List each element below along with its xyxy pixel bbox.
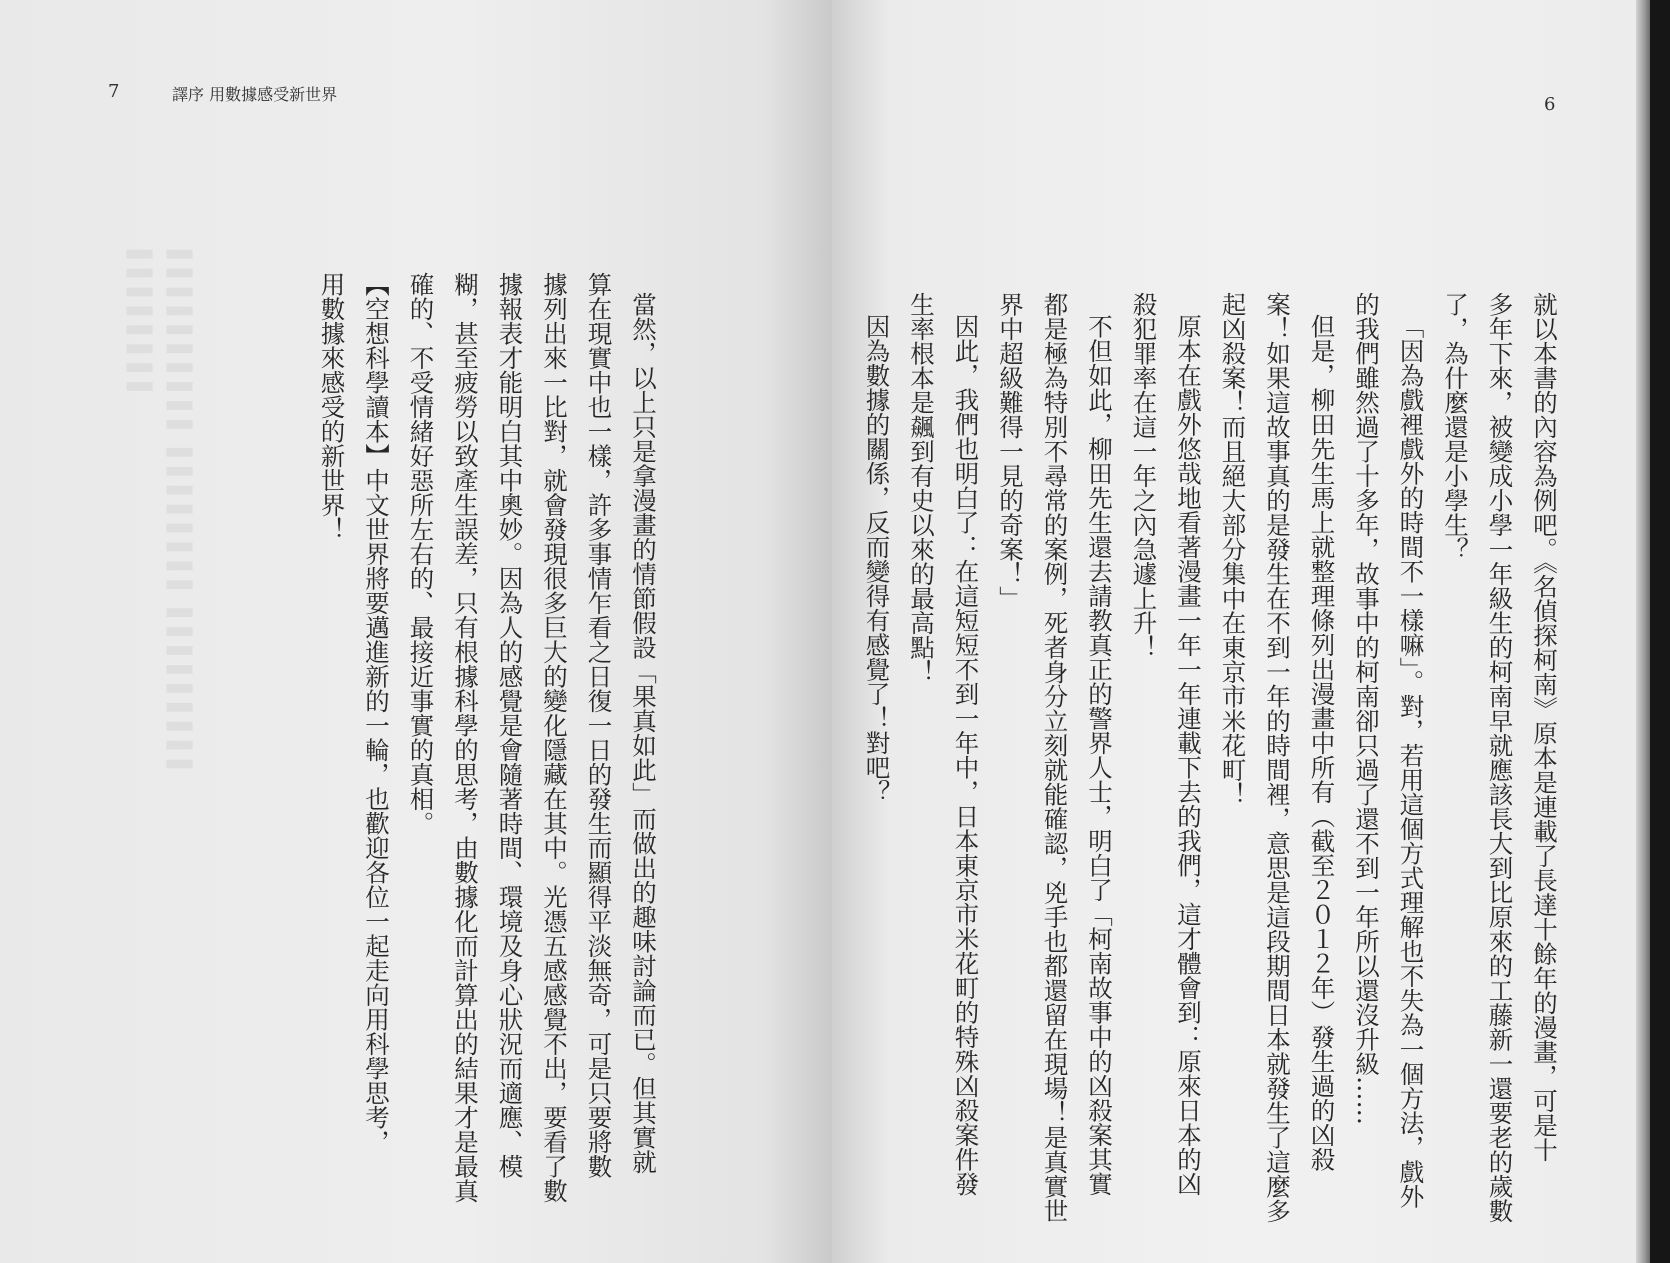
- right-page: [832, 0, 1644, 1263]
- text-column: 了，為什麼還是小學生？: [1441, 292, 1470, 562]
- text-column: 案！如果這故事真的是發生在不到一年的時間裡，意思是這段期間日本就發生了這麼多: [1263, 292, 1292, 1223]
- text-column: 都是極為特別不尋常的案例，死者身分立刻就能確認，兇手也都還留在現場！是真實世: [1040, 292, 1070, 1223]
- text-column: 多年下來，被變成小學一年級生的柯南早就應該長大到比原來的工藤新一還要老的歲數: [1485, 292, 1515, 1223]
- text-column: 「因為戲裡戲外的時間不一樣嘛」。對，若用這個方式理解也不失為一個方法，戲外: [1396, 314, 1426, 1209]
- text-column: 就以本書的內容為例吧。《名偵探柯南》原本是連載了長達十餘年的漫畫，可是十: [1530, 292, 1559, 1162]
- text-column: 糊，甚至疲勞以致產生誤差，只有根據科學的思考，由數據化而計算出的結果才是最真: [451, 272, 480, 1203]
- text-column: 原本在戲外悠哉地看著漫畫一年一年連載下去的我們，這才體會到：原來日本的凶: [1174, 314, 1203, 1196]
- text-column: 界中超級難得一見的奇案！」: [996, 292, 1025, 611]
- text-column: 算在現實中也一樣，許多事情乍看之日復一日的發生而顯得平淡無奇，可是只要將數: [584, 272, 614, 1179]
- text-column: 用數據來感受的新世界！: [317, 272, 347, 542]
- text-column: 確的、不受情緒好惡所左右的、最接近事實的真相。: [406, 272, 436, 836]
- text-column: 當然，以上只是拿漫畫的情節假設「果真如此」而做出的趣味討論而已。但其實就: [629, 292, 658, 1174]
- text-column: 的我們雖然過了十多年，故事中的柯南卻只過了還不到一年所以還沒升級……: [1352, 292, 1381, 1125]
- text-column: 據列出來一比對，就會發現很多巨大的變化隱藏在其中。光憑五感感覺不出，要看了數: [540, 272, 569, 1203]
- page-number-right: 6: [1544, 94, 1556, 115]
- show-through-texture: ▌▌▌▌▌▌▌▌▌▌ ▌▌▌▌▌▌▌▌ ▌▌▌▌▌▌▌▌▌ ▌▌▌▌▌▌▌▌: [126, 250, 191, 779]
- text-column: 據報表才能明白其中奧妙。因為人的感覺是會隨著時間、環境及身心狀況而適應、模: [495, 272, 525, 1179]
- text-column: 生率根本是飆到有史以來的最高點！: [907, 292, 936, 684]
- page-edge: [1636, 0, 1650, 1263]
- right-page-body: [854, 292, 1566, 1223]
- text-column: 殺犯罪率在這一年之內急遽上升！: [1129, 292, 1159, 660]
- text-column: 不但如此，柳田先生還去請教真正的警界人士，明白了「柯南故事中的凶殺案其實: [1085, 314, 1114, 1196]
- text-column: 因此，我們也明白了：在這短短不到一年中，日本東京市米花町的特殊凶殺案件發: [951, 314, 981, 1196]
- left-page-body: [309, 272, 665, 1203]
- running-title: 譯序 用數據感受新世界: [172, 85, 338, 104]
- text-column: 但是，柳田先生馬上就整理條列出漫畫中所有（截至２０１２年）發生過的凶殺: [1307, 314, 1337, 1172]
- text-column: 因為數據的關係，反而變得有感覺了！對吧？: [862, 314, 892, 804]
- page-number-left: 7: [108, 81, 120, 102]
- text-column: 起凶殺案！而且絕大部分集中在東京市米花町！: [1218, 292, 1248, 807]
- text-column: 【空想科學讀本】中文世界將要邁進新的一輪，也歡迎各位一起走向用科學思考，: [362, 272, 391, 1154]
- left-page: [0, 0, 832, 1263]
